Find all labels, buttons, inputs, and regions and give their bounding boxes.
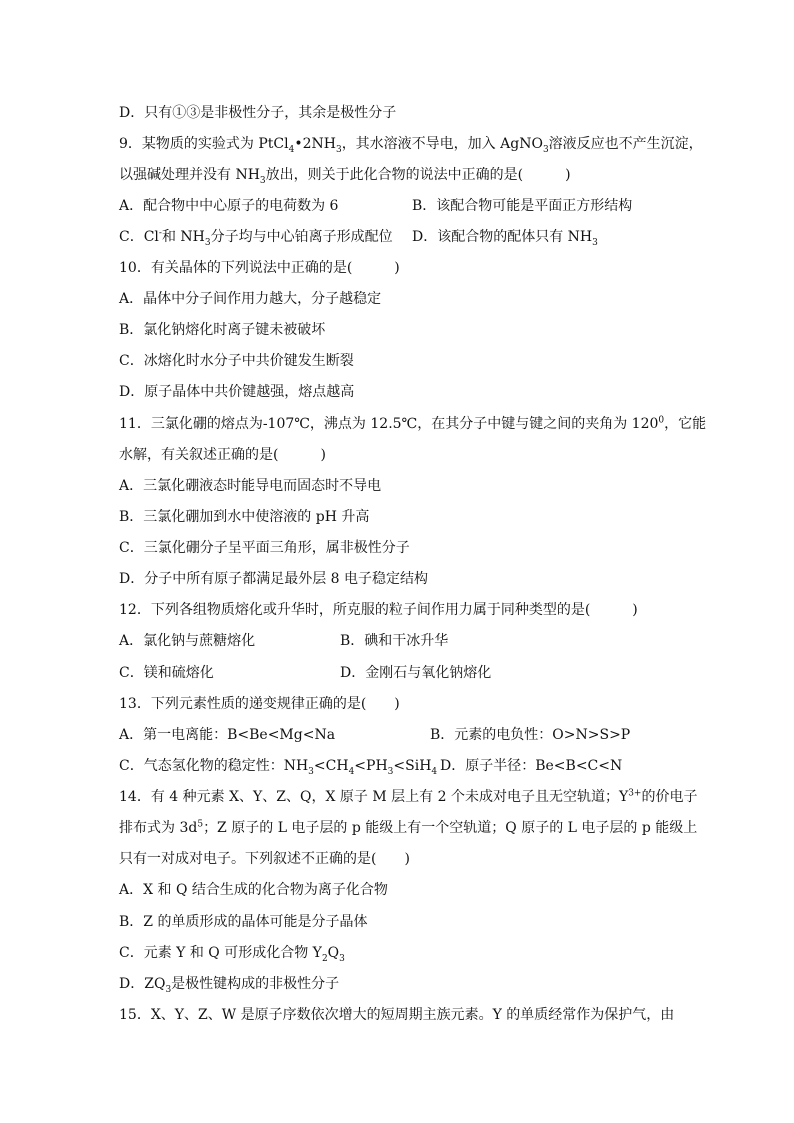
- q10-option-b: B．氯化钠熔化时离子键未被破坏: [119, 322, 326, 338]
- q9-stem-line2: 以强碱处理并没有 $NH_3$放出，则关于此化合物的说法中正确的是( ): [119, 167, 571, 186]
- q13-option-d: D．原子半径：Be<B<C<N: [440, 758, 623, 774]
- q11-stem-line2: 水解，有关叙述正确的是( ): [119, 447, 326, 463]
- q12-option-c: C．镁和硫熔化: [119, 665, 214, 681]
- q9-option-c: C．Cl-和 $NH_3$分子均与中心铂离子形成配位: [119, 228, 393, 248]
- q12-option-d: D．金刚石与氧化钠熔化: [340, 665, 492, 681]
- q10-option-c: C．冰熔化时水分子中共价键发生断裂: [119, 353, 354, 369]
- q15-stem-line1: 15．X、Y、Z、W 是原子序数依次增大的短周期主族元素。Y 的单质经常作为保护气，由: [119, 1007, 675, 1023]
- q13-option-b: B．元素的电负性：O>N>S>P: [430, 727, 631, 743]
- q11-option-a: A．三氯化硼液态时能导电而固态时不导电: [119, 478, 382, 494]
- q9-option-b: B．该配合物可能是平面正方形结构: [412, 198, 633, 214]
- q13-option-c: C．气态氢化物的稳定性：$NH_3<CH_4<PH_3<SiH_4$: [119, 758, 438, 777]
- q11-option-d: D．分子中所有原子都满足最外层 8 电子稳定结构: [119, 571, 429, 587]
- q12-stem: 12．下列各组物质熔化或升华时，所克服的粒子间作用力属于同种类型的是( ): [119, 602, 638, 618]
- q14-option-a: A．X 和 Q 结合生成的化合物为离子化合物: [119, 882, 388, 898]
- q12-option-b: B．碘和干冰升华: [340, 633, 449, 649]
- q10-option-a: A．晶体中分子间作用力越大，分子越稳定: [119, 291, 382, 307]
- q14-option-d: D．$ZQ_3$是极性键构成的非极性分子: [119, 976, 340, 995]
- q11-option-b: B．三氯化硼加到水中使溶液的 pH 升高: [119, 509, 370, 525]
- q9-option-d: D．该配合物的配体只有 $NH_3$: [412, 229, 598, 248]
- q9-option-a: A．配合物中中心原子的电荷数为 6: [119, 198, 339, 214]
- q9-stem-line1: 9．某物质的实验式为 $PtCl_4•2NH_3$，其水溶液不导电，加入 AgNO$_3$溶液反应也不产生沉淀，: [119, 136, 703, 155]
- q13-option-a: A．第一电离能：B<Be<Mg<Na: [119, 727, 336, 743]
- q14-option-b: B．Z 的单质形成的晶体可能是分子晶体: [119, 914, 368, 930]
- q10-stem: 10．有关晶体的下列说法中正确的是( ): [119, 260, 400, 276]
- q13-stem: 13．下列元素性质的递变规律正确的是( ): [119, 696, 400, 712]
- q11-stem-line1: 11．三氯化硼的熔点为-107℃，沸点为 12.5℃，在其分子中键与键之间的夹角为 $120^0$，它能: [119, 415, 707, 432]
- q14-stem-line1: 14．有 4 种元素 X、Y、Z、Q，X 原子 M 层上有 2 个未成对电子且无空轨道；$Y^{3+}$的价电子: [119, 788, 698, 805]
- q14-option-c: C．元素 Y 和 Q 可形成化合物 $Y_2Q_3$: [119, 945, 345, 964]
- q11-option-c: C．三氯化硼分子呈平面三角形，属非极性分子: [119, 540, 410, 556]
- q14-stem-line2: 排布式为 $3d^5$；Z 原子的 L 电子层的 p 能级上有一个空轨道；Q 原子的 L 电子层的 p 能级上: [119, 819, 698, 836]
- q10-option-d: D．原子晶体中共价键越强，熔点越高: [119, 384, 355, 400]
- q14-stem-line3: 只有一对成对电子。下列叙述不正确的是( ): [119, 851, 410, 867]
- q8-option-d: D．只有①③是非极性分子，其余是极性分子: [119, 105, 397, 121]
- q12-option-a: A．氯化钠与蔗糖熔化: [119, 633, 256, 649]
